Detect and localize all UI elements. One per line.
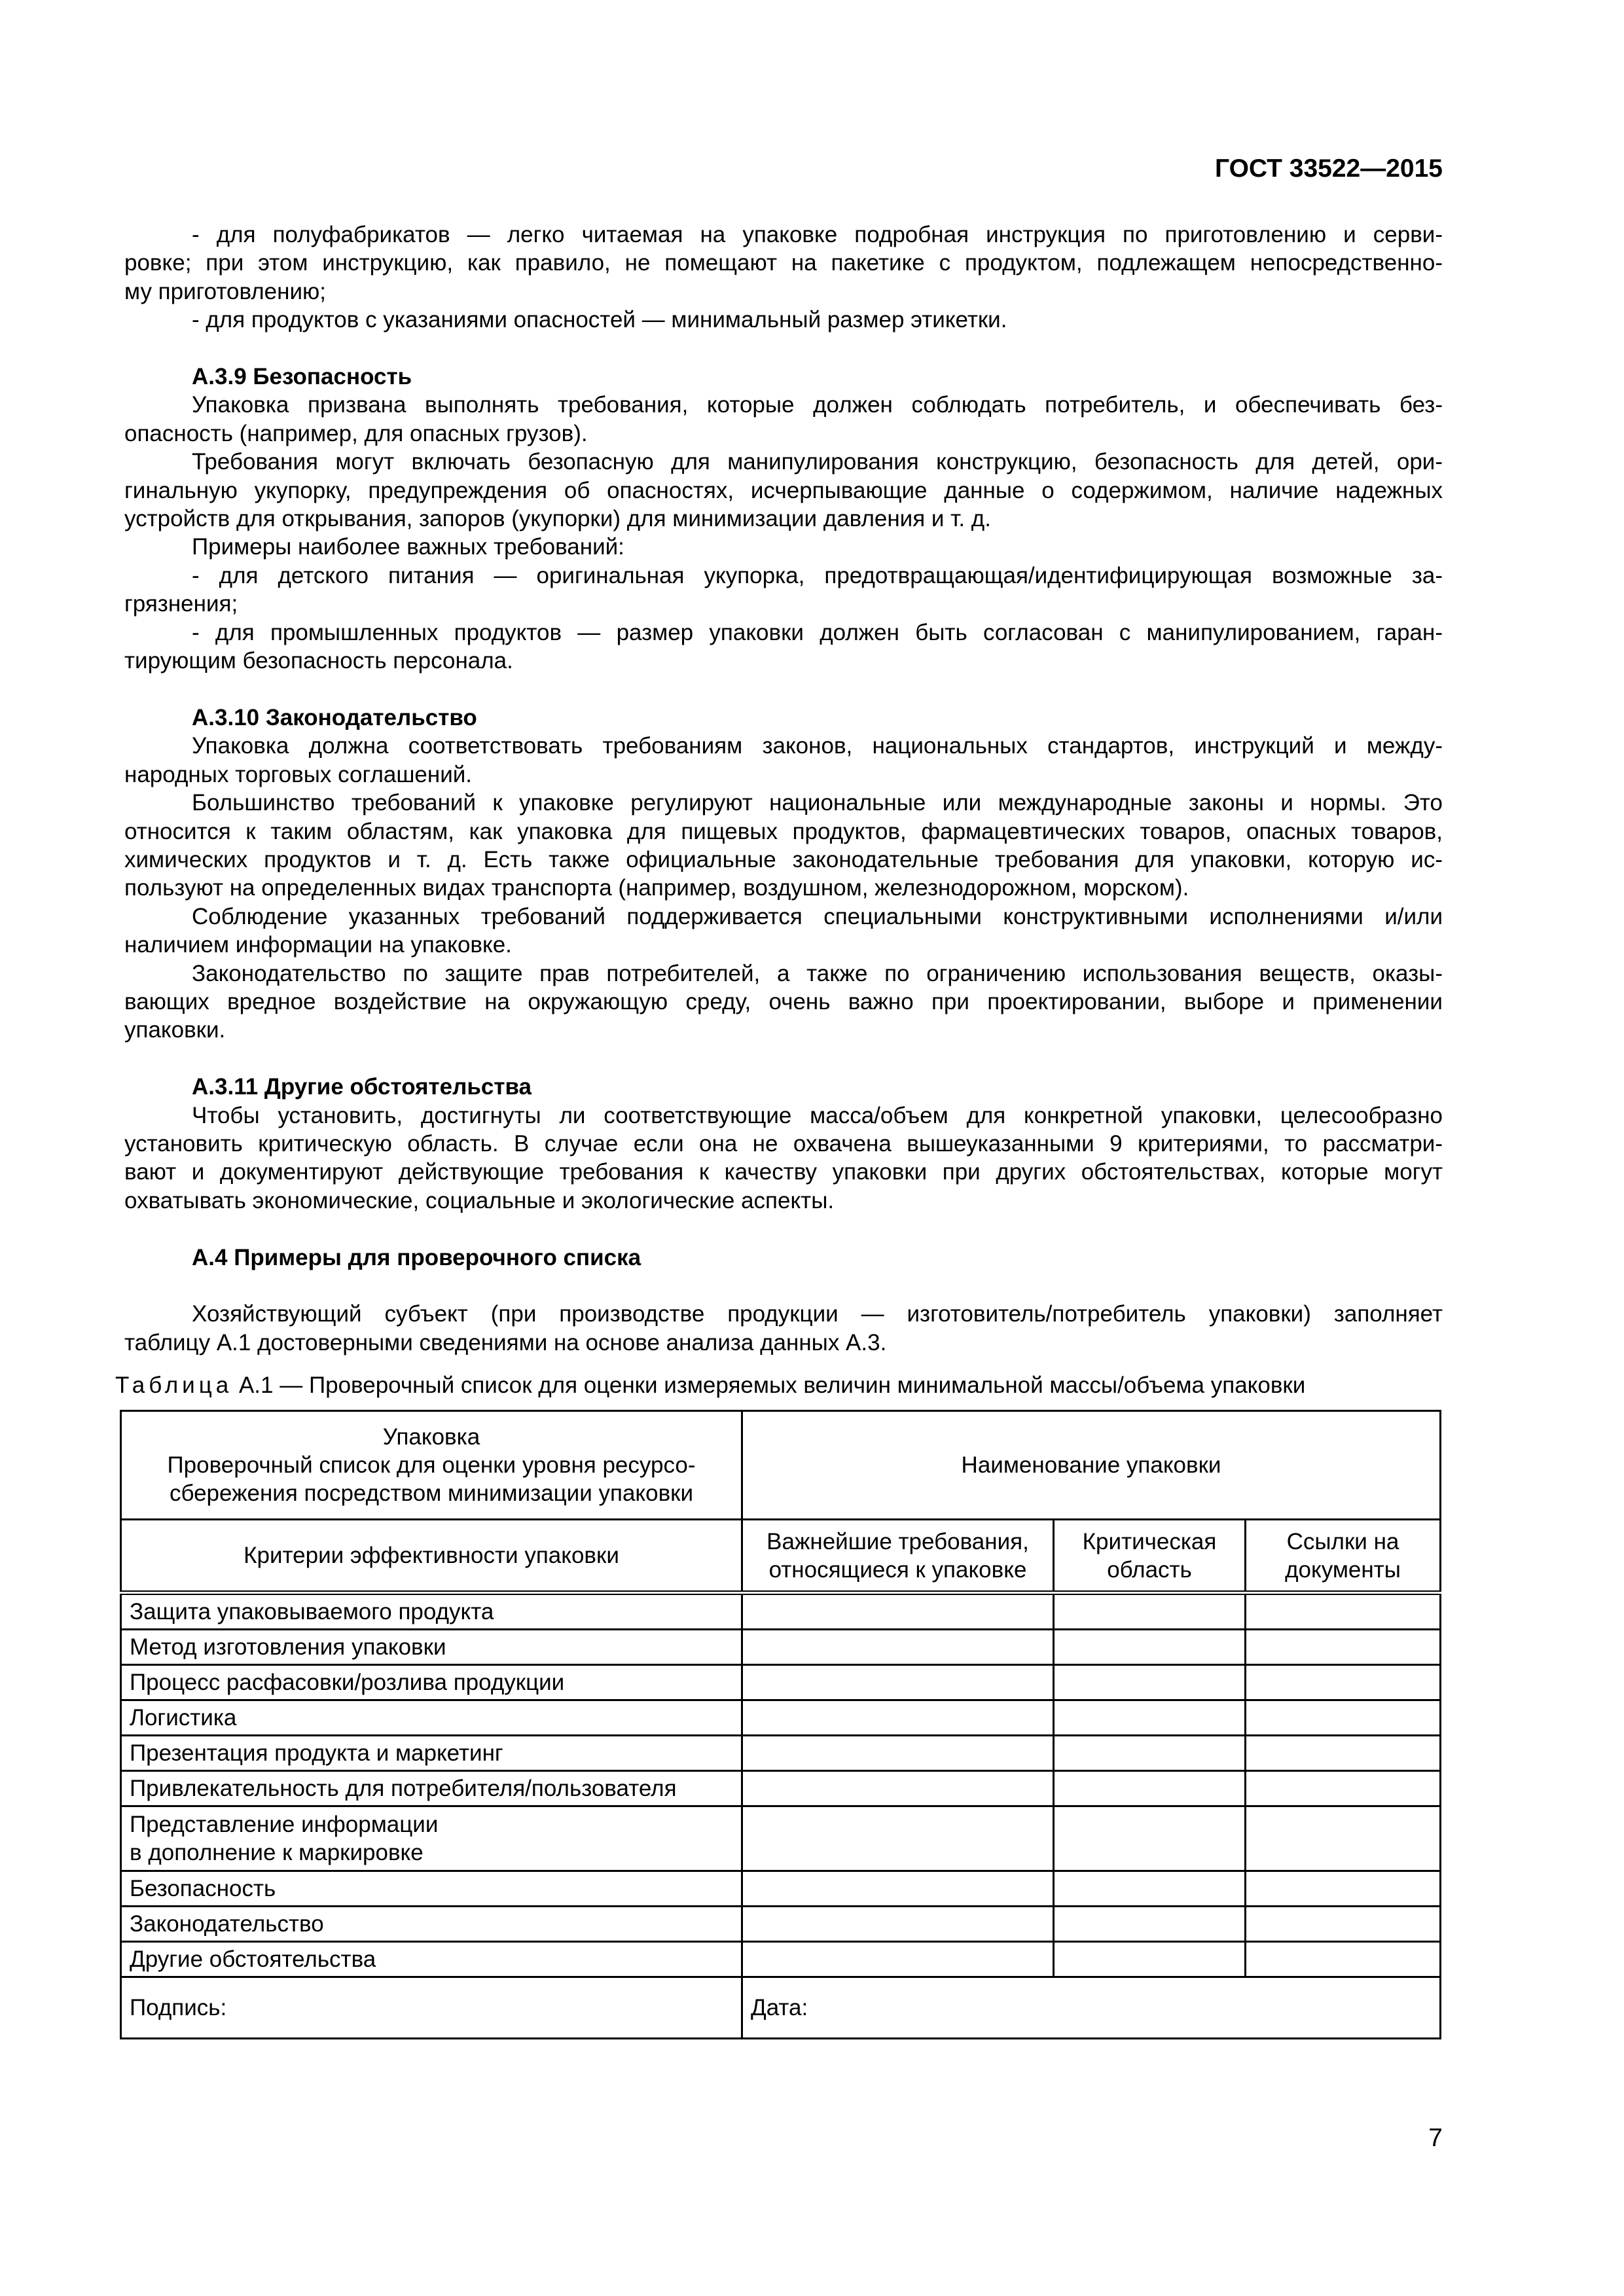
- criterion-cell: [121, 1630, 742, 1665]
- paragraph-line: - для детского питания — оригинальная укупорка, предотвращающая/идентифицирующая возможные за-: [192, 562, 1443, 588]
- critical-area-cell[interactable]: [1054, 1907, 1246, 1942]
- references-cell[interactable]: [1246, 1907, 1441, 1942]
- table-row: [121, 1700, 1441, 1736]
- criterion-text: Процесс расфасовки/розлива продукции: [130, 1670, 565, 1695]
- critical-area-cell[interactable]: [1054, 1736, 1246, 1771]
- checklist-table: [120, 1410, 1441, 2039]
- paragraph-line: Большинство требований к упаковке регулируют национальные или международные законы и нормы. Это: [192, 790, 1443, 816]
- requirements-cell[interactable]: [742, 1907, 1054, 1942]
- date-label[interactable]: Дата:: [742, 1977, 1441, 2039]
- paragraph-line: Примеры наиболее важных требований:: [192, 534, 624, 560]
- references-cell[interactable]: [1246, 1942, 1441, 1977]
- paragraph-line: тирующим безопасность персонала.: [124, 648, 513, 674]
- paragraph-line: Упаковка призвана выполнять требования, которые должен соблюдать потребитель, и обеспечивать без-: [192, 392, 1443, 418]
- header-text: документы: [1285, 1556, 1401, 1583]
- col-references: [1246, 1520, 1441, 1593]
- paragraph-line: устройств для открывания, запоров (укупорки) для минимизации давления и т. д.: [124, 506, 991, 532]
- references-cell[interactable]: [1246, 1665, 1441, 1700]
- header-text: Критическая: [1082, 1528, 1217, 1554]
- references-cell[interactable]: [1246, 1871, 1441, 1907]
- paragraph-line: Соблюдение указанных требований поддерживается специальными конструктивными исполнениями и/или: [192, 903, 1443, 929]
- criterion-text: Другие обстоятельства: [130, 1946, 376, 1972]
- header-text: область: [1107, 1556, 1192, 1583]
- document-id: ГОСТ 33522—2015: [1215, 154, 1443, 183]
- section-heading: А.3.10 Законодательство: [192, 704, 477, 730]
- references-cell[interactable]: [1246, 1736, 1441, 1771]
- paragraph-line: относится к таким областям, как упаковка для пищевых продуктов, фармацевтических товаров, опасных товаров,: [124, 818, 1443, 844]
- paragraph-line: охватывать экономические, социальные и экологические аспекты.: [124, 1187, 835, 1213]
- critical-area-cell[interactable]: [1054, 1871, 1246, 1907]
- header-text: Проверочный список для оценки уровня ресурсо-: [167, 1452, 696, 1478]
- criterion-cell: [121, 1665, 742, 1700]
- criterion-text: Логистика: [130, 1705, 237, 1731]
- body-text: [124, 221, 1443, 1357]
- criterion-cell: [121, 1871, 742, 1907]
- references-cell[interactable]: [1246, 1771, 1441, 1806]
- signature-row: [121, 1977, 1441, 2039]
- paragraph-line: химических продуктов и т. д. Есть также официальные законодательные требования для упаковки, которую ис-: [124, 846, 1443, 872]
- references-cell[interactable]: [1246, 1806, 1441, 1871]
- critical-area-cell[interactable]: [1054, 1665, 1246, 1700]
- references-cell[interactable]: [1246, 1593, 1441, 1630]
- critical-area-cell[interactable]: [1054, 1942, 1246, 1977]
- col-requirements: [742, 1520, 1054, 1593]
- criterion-text: Безопасность: [130, 1876, 276, 1901]
- signature-label[interactable]: Подпись:: [121, 1977, 742, 2039]
- section-heading: А.4 Примеры для проверочного списка: [192, 1244, 641, 1270]
- paragraph-line: - для полуфабрикатов — легко читаемая на упаковке подробная инструкция по приготовлению и серви-: [192, 222, 1443, 247]
- paragraph-line: Хозяйствующий субъект (при производстве продукции — изготовитель/потребитель упаковки) заполняет: [192, 1301, 1443, 1327]
- paragraph-line: установить критическую область. В случае если она не охвачена вышеуказанными 9 критериями, то рассматри-: [124, 1130, 1443, 1157]
- header-text: Упаковка: [382, 1424, 480, 1450]
- table-caption-text: А.1 — Проверочный список для оценки измеряемых величин минимальной массы/объема упаковки: [232, 1372, 1306, 1398]
- paragraph-line: - для продуктов с указаниями опасностей — минимальный размер этикетки.: [192, 307, 1007, 333]
- table-row: [121, 1665, 1441, 1700]
- paragraph-line: му приготовлению;: [124, 278, 326, 304]
- requirements-cell[interactable]: [742, 1630, 1054, 1665]
- critical-area-cell[interactable]: [1054, 1806, 1246, 1871]
- paragraph-line: наличием информации на упаковке.: [124, 932, 512, 958]
- criterion-cell: [121, 1806, 742, 1871]
- criterion-text: Привлекательность для потребителя/пользователя: [130, 1776, 677, 1801]
- col-critical-area: [1054, 1520, 1246, 1593]
- table-row: [121, 1871, 1441, 1907]
- paragraph-line: Упаковка должна соответствовать требованиям законов, национальных стандартов, инструкций и между-: [192, 733, 1443, 759]
- requirements-cell[interactable]: [742, 1871, 1054, 1907]
- requirements-cell[interactable]: [742, 1771, 1054, 1806]
- criterion-cell: [121, 1771, 742, 1806]
- page-number: 7: [1428, 2124, 1443, 2152]
- header-packaging-cell: [121, 1411, 742, 1520]
- header-text: относящиеся к упаковке: [768, 1556, 1027, 1583]
- section-heading: А.3.11 Другие обстоятельства: [192, 1074, 532, 1100]
- critical-area-cell[interactable]: [1054, 1593, 1246, 1630]
- header-packaging-name: Наименование упаковки: [742, 1411, 1441, 1520]
- criterion-text: Представление информации: [130, 1812, 439, 1837]
- paragraph-line: ровке; при этом инструкцию, как правило, не помещают на пакетике с продуктом, подлежащем непосредственно-: [124, 250, 1443, 276]
- table-header-row: [121, 1411, 1441, 1520]
- requirements-cell[interactable]: [742, 1593, 1054, 1630]
- header-text: Важнейшие требования,: [767, 1528, 1029, 1554]
- requirements-cell[interactable]: [742, 1942, 1054, 1977]
- paragraph-line: вающих вредное воздействие на окружающую среду, очень важно при проектировании, выборе и применении: [124, 988, 1443, 1014]
- table-row: [121, 1907, 1441, 1942]
- paragraph-line: Чтобы установить, достигнуты ли соответствующие масса/объем для конкретной упаковки, целесообразно: [192, 1102, 1443, 1128]
- paragraph-line: опасность (например, для опасных грузов).: [124, 420, 588, 446]
- table-row: [121, 1942, 1441, 1977]
- critical-area-cell[interactable]: [1054, 1771, 1246, 1806]
- paragraph-line: таблицу А.1 достоверными сведениями на основе анализа данных А.3.: [124, 1329, 887, 1355]
- requirements-cell[interactable]: [742, 1665, 1054, 1700]
- paragraph-line: народных торговых соглашений.: [124, 761, 473, 787]
- criterion-text: в дополнение к маркировке: [130, 1840, 424, 1865]
- header-text: Ссылки на: [1286, 1528, 1399, 1554]
- paragraph-line: вают и документируют действующие требования к качеству упаковки при других обстоятельствах, которые могут: [124, 1159, 1443, 1185]
- col-criteria: Критерии эффективности упаковки: [121, 1520, 742, 1593]
- criterion-text: Метод изготовления упаковки: [130, 1634, 446, 1660]
- table-column-header-row: [121, 1520, 1441, 1593]
- requirements-cell[interactable]: [742, 1700, 1054, 1736]
- critical-area-cell[interactable]: [1054, 1700, 1246, 1736]
- table-caption-label: Таблица: [115, 1372, 233, 1398]
- section-heading: А.3.9 Безопасность: [192, 364, 412, 390]
- table-row: [121, 1806, 1441, 1871]
- table-row: [121, 1630, 1441, 1665]
- paragraph-line: Требования могут включать безопасную для манипулирования конструкцию, безопасность для детей, ори-: [192, 449, 1443, 475]
- criterion-text: Презентация продукта и маркетинг: [130, 1740, 503, 1766]
- criterion-text: Защита упаковываемого продукта: [130, 1599, 494, 1624]
- paragraph-line: упаковки.: [124, 1017, 226, 1043]
- criterion-cell: [121, 1593, 742, 1630]
- requirements-cell[interactable]: [742, 1736, 1054, 1771]
- criterion-cell: [121, 1736, 742, 1771]
- paragraph-line: гинальную укупорку, предупреждения об опасностях, исчерпывающие данные о содержимом, наличие надежных: [124, 477, 1443, 503]
- paragraph-line: пользуют на определенных видах транспорта (например, воздушном, железнодорожном, морском).: [124, 875, 1189, 901]
- requirements-cell[interactable]: [742, 1806, 1054, 1871]
- references-cell[interactable]: [1246, 1630, 1441, 1665]
- criterion-text: Законодательство: [130, 1911, 324, 1937]
- criterion-cell: [121, 1942, 742, 1977]
- header-text: сбережения посредством минимизации упаковки: [169, 1480, 694, 1506]
- table-caption: [115, 1372, 1305, 1399]
- paragraph-line: грязнения;: [124, 591, 238, 617]
- references-cell[interactable]: [1246, 1700, 1441, 1736]
- table-row: [121, 1771, 1441, 1806]
- table-row: [121, 1593, 1441, 1630]
- paragraph-line: - для промышленных продуктов — размер упаковки должен быть согласован с манипулированием, гаран-: [192, 619, 1443, 645]
- criterion-cell: [121, 1907, 742, 1942]
- table-row: [121, 1736, 1441, 1771]
- paragraph-line: Законодательство по защите прав потребителей, а также по ограничению использования веществ, оказы-: [192, 960, 1443, 986]
- criterion-cell: [121, 1700, 742, 1736]
- critical-area-cell[interactable]: [1054, 1630, 1246, 1665]
